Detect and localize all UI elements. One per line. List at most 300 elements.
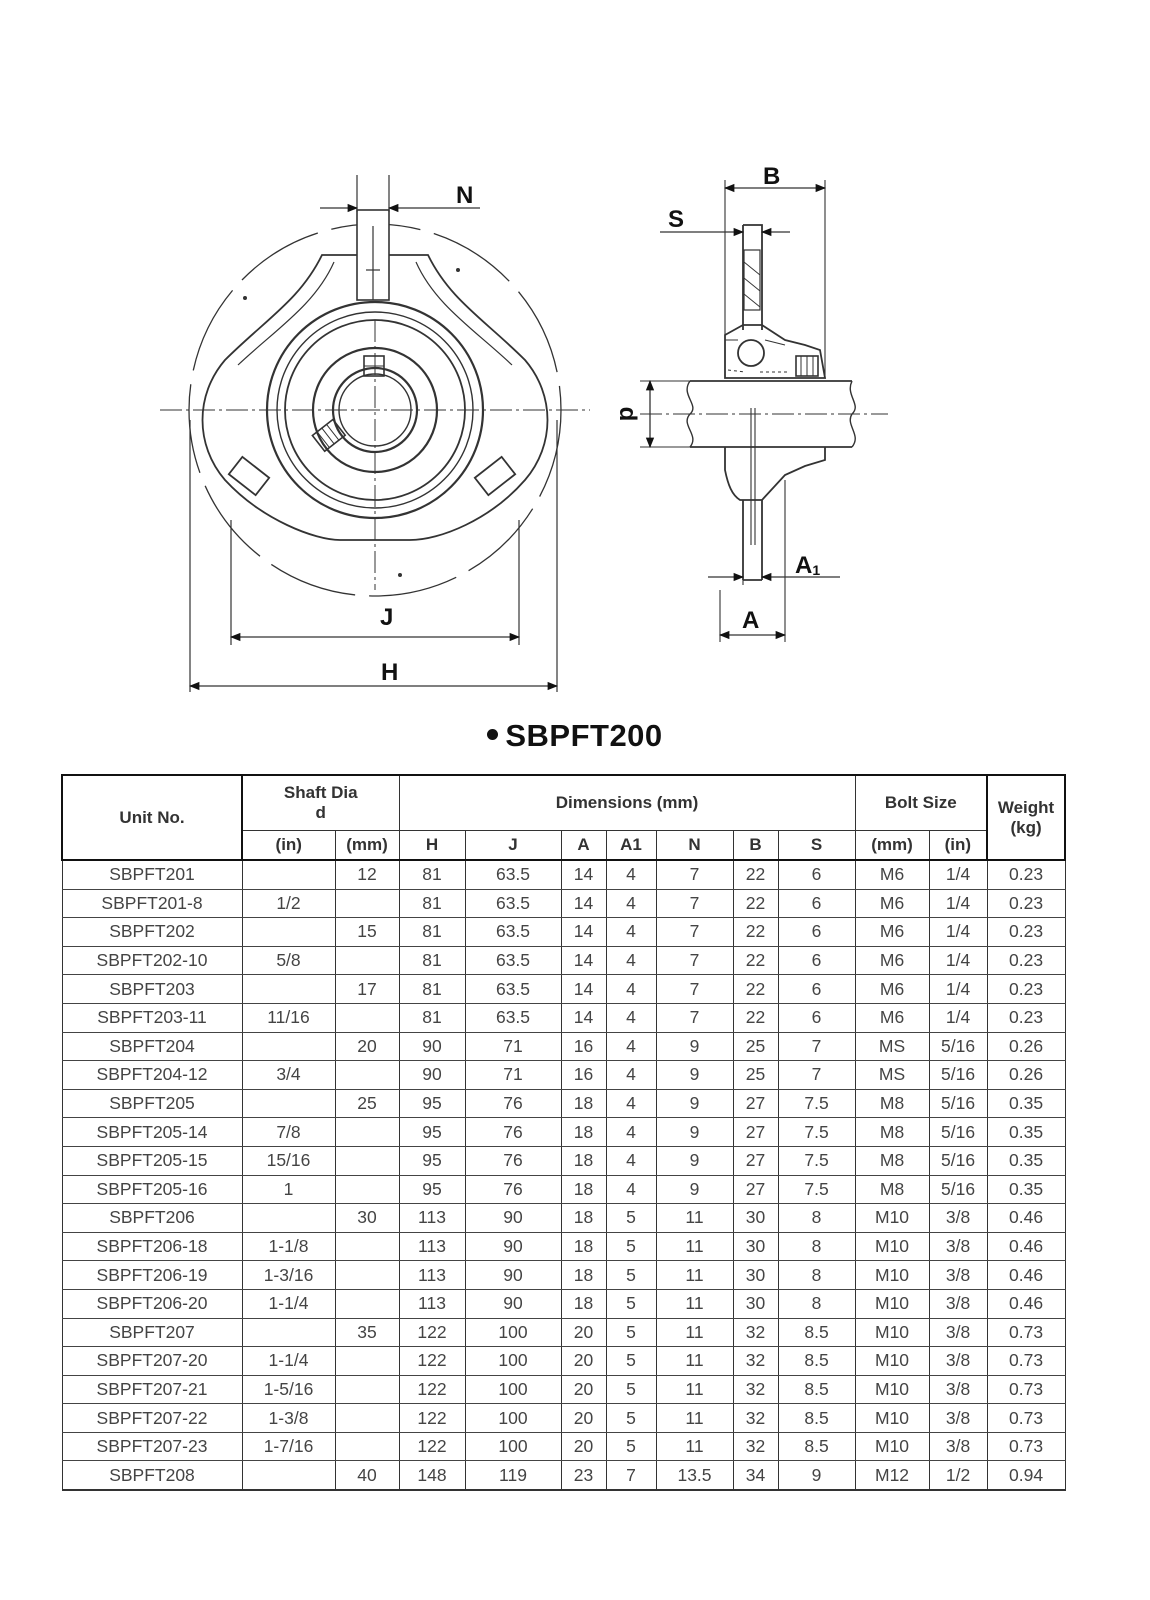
cell-h: 122 bbox=[399, 1318, 465, 1347]
label-h: H bbox=[381, 659, 399, 686]
cell-d-mm bbox=[335, 889, 399, 918]
cell-unit: SBPFT206-19 bbox=[62, 1261, 242, 1290]
cell-weight: 0.26 bbox=[987, 1061, 1065, 1090]
cell-weight: 0.46 bbox=[987, 1289, 1065, 1318]
table-row bbox=[62, 1261, 1065, 1290]
cell-n: 7 bbox=[656, 918, 733, 947]
cell-d-in: 1 bbox=[242, 1175, 335, 1204]
cell-s: 8 bbox=[778, 1232, 855, 1261]
cell-h: 81 bbox=[399, 889, 465, 918]
cell-a: 14 bbox=[561, 889, 606, 918]
cell-h: 81 bbox=[399, 975, 465, 1004]
cell-n: 7 bbox=[656, 946, 733, 975]
cell-weight: 0.35 bbox=[987, 1089, 1065, 1118]
cell-a1: 4 bbox=[606, 1032, 656, 1061]
cell-d-in: 3/4 bbox=[242, 1061, 335, 1090]
cell-n: 11 bbox=[656, 1432, 733, 1461]
cell-h: 90 bbox=[399, 1061, 465, 1090]
housing-section-top bbox=[725, 325, 825, 378]
cell-s: 7.5 bbox=[778, 1175, 855, 1204]
ball bbox=[738, 340, 764, 366]
label-d: d bbox=[614, 406, 641, 422]
cell-d-mm bbox=[335, 1175, 399, 1204]
table-row bbox=[62, 975, 1065, 1004]
cell-d-mm: 17 bbox=[335, 975, 399, 1004]
cell-s: 6 bbox=[778, 946, 855, 975]
header-bolt-in: (in) bbox=[929, 831, 987, 861]
cell-d-in bbox=[242, 1318, 335, 1347]
cell-h: 95 bbox=[399, 1118, 465, 1147]
cell-bolt-in: 3/8 bbox=[929, 1375, 987, 1404]
table-row bbox=[62, 1204, 1065, 1233]
cell-s: 8.5 bbox=[778, 1404, 855, 1433]
cell-d-mm: 25 bbox=[335, 1089, 399, 1118]
cell-bolt-in: 3/8 bbox=[929, 1232, 987, 1261]
cell-b: 34 bbox=[733, 1461, 778, 1490]
table-row bbox=[62, 1003, 1065, 1032]
cell-weight: 0.46 bbox=[987, 1204, 1065, 1233]
header-s: S bbox=[778, 831, 855, 861]
cell-bolt-in: 5/16 bbox=[929, 1061, 987, 1090]
cell-b: 25 bbox=[733, 1032, 778, 1061]
cell-d-mm bbox=[335, 1261, 399, 1290]
header-in: (in) bbox=[242, 831, 335, 861]
cell-a: 14 bbox=[561, 975, 606, 1004]
cell-n: 11 bbox=[656, 1347, 733, 1376]
cell-b: 32 bbox=[733, 1347, 778, 1376]
cell-unit: SBPFT205-16 bbox=[62, 1175, 242, 1204]
cell-a1: 5 bbox=[606, 1347, 656, 1376]
cell-h: 122 bbox=[399, 1404, 465, 1433]
label-a1: A1 bbox=[795, 552, 821, 579]
cell-unit: SBPFT204-12 bbox=[62, 1061, 242, 1090]
cell-d-in bbox=[242, 1089, 335, 1118]
cell-unit: SBPFT207 bbox=[62, 1318, 242, 1347]
cell-n: 11 bbox=[656, 1232, 733, 1261]
cell-b: 22 bbox=[733, 975, 778, 1004]
cell-d-mm bbox=[335, 1061, 399, 1090]
cell-s: 8.5 bbox=[778, 1432, 855, 1461]
cell-d-mm bbox=[335, 1347, 399, 1376]
cell-a: 18 bbox=[561, 1146, 606, 1175]
cell-h: 122 bbox=[399, 1375, 465, 1404]
cell-bolt-in: 3/8 bbox=[929, 1289, 987, 1318]
cell-bolt-in: 1/4 bbox=[929, 860, 987, 889]
cell-weight: 0.23 bbox=[987, 918, 1065, 947]
cell-j: 100 bbox=[465, 1404, 561, 1433]
cell-n: 11 bbox=[656, 1289, 733, 1318]
cell-unit: SBPFT203-11 bbox=[62, 1003, 242, 1032]
cell-a1: 5 bbox=[606, 1318, 656, 1347]
cell-bolt-mm: M10 bbox=[855, 1204, 929, 1233]
cell-unit: SBPFT205-15 bbox=[62, 1146, 242, 1175]
cell-n: 13.5 bbox=[656, 1461, 733, 1490]
cell-j: 90 bbox=[465, 1261, 561, 1290]
cell-a1: 4 bbox=[606, 1061, 656, 1090]
flange-bottom bbox=[743, 500, 762, 580]
cell-bolt-in: 3/8 bbox=[929, 1204, 987, 1233]
header-h: H bbox=[399, 831, 465, 861]
cell-h: 90 bbox=[399, 1032, 465, 1061]
cell-weight: 0.73 bbox=[987, 1404, 1065, 1433]
cell-d-mm bbox=[335, 1289, 399, 1318]
cell-d-in: 1-1/8 bbox=[242, 1232, 335, 1261]
cell-d-mm: 30 bbox=[335, 1204, 399, 1233]
cell-bolt-mm: M6 bbox=[855, 889, 929, 918]
cell-a: 20 bbox=[561, 1318, 606, 1347]
cell-a1: 4 bbox=[606, 889, 656, 918]
cell-b: 22 bbox=[733, 1003, 778, 1032]
cell-d-in bbox=[242, 975, 335, 1004]
cell-d-in bbox=[242, 1204, 335, 1233]
cell-a1: 5 bbox=[606, 1204, 656, 1233]
cell-bolt-mm: M10 bbox=[855, 1404, 929, 1433]
side-view bbox=[640, 180, 888, 642]
cell-a1: 5 bbox=[606, 1404, 656, 1433]
cell-a: 20 bbox=[561, 1347, 606, 1376]
label-b: B bbox=[763, 163, 781, 190]
cell-d-in: 1-7/16 bbox=[242, 1432, 335, 1461]
cell-weight: 0.35 bbox=[987, 1146, 1065, 1175]
bullet-icon bbox=[487, 729, 498, 740]
front-view bbox=[160, 175, 590, 692]
cell-weight: 0.23 bbox=[987, 1003, 1065, 1032]
cell-bolt-mm: M10 bbox=[855, 1375, 929, 1404]
mounting-slot-right bbox=[475, 457, 515, 495]
cell-weight: 0.35 bbox=[987, 1175, 1065, 1204]
cell-a1: 4 bbox=[606, 860, 656, 889]
cell-bolt-in: 3/8 bbox=[929, 1261, 987, 1290]
cell-a1: 4 bbox=[606, 1175, 656, 1204]
cell-d-in: 1/2 bbox=[242, 889, 335, 918]
table-row bbox=[62, 1318, 1065, 1347]
table-row bbox=[62, 860, 1065, 889]
table-row bbox=[62, 1032, 1065, 1061]
cell-a: 20 bbox=[561, 1404, 606, 1433]
cell-a: 14 bbox=[561, 860, 606, 889]
cell-bolt-in: 3/8 bbox=[929, 1318, 987, 1347]
cell-n: 11 bbox=[656, 1404, 733, 1433]
cell-a1: 5 bbox=[606, 1232, 656, 1261]
table-row bbox=[62, 1432, 1065, 1461]
cell-j: 63.5 bbox=[465, 889, 561, 918]
cell-weight: 0.73 bbox=[987, 1375, 1065, 1404]
cell-unit: SBPFT206-18 bbox=[62, 1232, 242, 1261]
cell-bolt-mm: M10 bbox=[855, 1432, 929, 1461]
header-weight: Weight (kg) bbox=[987, 775, 1065, 860]
model-title-text: SBPFT200 bbox=[505, 718, 663, 753]
cell-bolt-mm: M6 bbox=[855, 918, 929, 947]
cell-bolt-mm: M8 bbox=[855, 1118, 929, 1147]
cell-s: 7.5 bbox=[778, 1089, 855, 1118]
cell-a1: 7 bbox=[606, 1461, 656, 1490]
header-dimensions: Dimensions (mm) bbox=[399, 775, 855, 831]
cell-a1: 5 bbox=[606, 1375, 656, 1404]
cell-bolt-mm: M8 bbox=[855, 1089, 929, 1118]
cell-h: 81 bbox=[399, 860, 465, 889]
cell-n: 9 bbox=[656, 1032, 733, 1061]
cell-d-mm bbox=[335, 946, 399, 975]
cell-j: 63.5 bbox=[465, 860, 561, 889]
cell-b: 30 bbox=[733, 1232, 778, 1261]
label-j: J bbox=[380, 604, 394, 631]
cell-bolt-mm: M6 bbox=[855, 1003, 929, 1032]
cell-unit: SBPFT202-10 bbox=[62, 946, 242, 975]
cell-bolt-in: 1/4 bbox=[929, 975, 987, 1004]
cell-bolt-in: 1/4 bbox=[929, 1003, 987, 1032]
cell-b: 27 bbox=[733, 1146, 778, 1175]
technical-drawings bbox=[0, 0, 1150, 720]
cell-d-mm bbox=[335, 1003, 399, 1032]
cell-h: 81 bbox=[399, 918, 465, 947]
cell-bolt-mm: M10 bbox=[855, 1318, 929, 1347]
cell-d-mm bbox=[335, 1404, 399, 1433]
cell-h: 95 bbox=[399, 1089, 465, 1118]
table-row bbox=[62, 1146, 1065, 1175]
cell-s: 8 bbox=[778, 1261, 855, 1290]
cell-unit: SBPFT208 bbox=[62, 1461, 242, 1490]
cell-unit: SBPFT207-20 bbox=[62, 1347, 242, 1376]
cell-s: 8 bbox=[778, 1289, 855, 1318]
cell-weight: 0.73 bbox=[987, 1432, 1065, 1461]
cell-d-in: 11/16 bbox=[242, 1003, 335, 1032]
cell-h: 81 bbox=[399, 1003, 465, 1032]
cell-unit: SBPFT205-14 bbox=[62, 1118, 242, 1147]
cell-a1: 4 bbox=[606, 1003, 656, 1032]
table-row bbox=[62, 1232, 1065, 1261]
cell-d-mm bbox=[335, 1375, 399, 1404]
cell-n: 9 bbox=[656, 1061, 733, 1090]
cell-j: 63.5 bbox=[465, 1003, 561, 1032]
cell-weight: 0.23 bbox=[987, 860, 1065, 889]
cell-bolt-in: 1/4 bbox=[929, 918, 987, 947]
cell-a: 18 bbox=[561, 1204, 606, 1233]
header-unit-no: Unit No. bbox=[62, 775, 242, 860]
cell-unit: SBPFT206 bbox=[62, 1204, 242, 1233]
header-mm: (mm) bbox=[335, 831, 399, 861]
cell-b: 32 bbox=[733, 1318, 778, 1347]
cell-weight: 0.94 bbox=[987, 1461, 1065, 1490]
table-row bbox=[62, 1289, 1065, 1318]
cell-j: 100 bbox=[465, 1375, 561, 1404]
cell-unit: SBPFT202 bbox=[62, 918, 242, 947]
cell-a: 14 bbox=[561, 1003, 606, 1032]
table-row bbox=[62, 1404, 1065, 1433]
cell-s: 6 bbox=[778, 860, 855, 889]
cell-s: 6 bbox=[778, 1003, 855, 1032]
cell-s: 8 bbox=[778, 1204, 855, 1233]
cell-a: 14 bbox=[561, 918, 606, 947]
cell-a: 18 bbox=[561, 1289, 606, 1318]
cell-j: 90 bbox=[465, 1232, 561, 1261]
cell-b: 30 bbox=[733, 1289, 778, 1318]
cell-n: 11 bbox=[656, 1261, 733, 1290]
header-a1: A1 bbox=[606, 831, 656, 861]
cell-n: 11 bbox=[656, 1318, 733, 1347]
cell-a: 18 bbox=[561, 1232, 606, 1261]
cell-n: 7 bbox=[656, 860, 733, 889]
cell-b: 32 bbox=[733, 1375, 778, 1404]
header-a: A bbox=[561, 831, 606, 861]
cell-bolt-mm: M6 bbox=[855, 975, 929, 1004]
cell-unit: SBPFT207-22 bbox=[62, 1404, 242, 1433]
cell-s: 8.5 bbox=[778, 1318, 855, 1347]
cell-a1: 4 bbox=[606, 918, 656, 947]
cell-a: 18 bbox=[561, 1089, 606, 1118]
cell-n: 9 bbox=[656, 1175, 733, 1204]
cell-a: 16 bbox=[561, 1032, 606, 1061]
cell-weight: 0.23 bbox=[987, 889, 1065, 918]
cell-a: 18 bbox=[561, 1175, 606, 1204]
cell-bolt-mm: M6 bbox=[855, 946, 929, 975]
cell-n: 7 bbox=[656, 1003, 733, 1032]
cell-unit: SBPFT204 bbox=[62, 1032, 242, 1061]
cell-b: 22 bbox=[733, 860, 778, 889]
cell-unit: SBPFT206-20 bbox=[62, 1289, 242, 1318]
cell-weight: 0.46 bbox=[987, 1232, 1065, 1261]
cell-b: 27 bbox=[733, 1118, 778, 1147]
cell-bolt-in: 5/16 bbox=[929, 1032, 987, 1061]
cell-bolt-in: 3/8 bbox=[929, 1432, 987, 1461]
cell-a: 18 bbox=[561, 1118, 606, 1147]
cell-weight: 0.73 bbox=[987, 1347, 1065, 1376]
cell-n: 7 bbox=[656, 975, 733, 1004]
cell-bolt-in: 5/16 bbox=[929, 1089, 987, 1118]
cell-s: 6 bbox=[778, 975, 855, 1004]
cell-b: 32 bbox=[733, 1432, 778, 1461]
table-row bbox=[62, 1118, 1065, 1147]
cell-d-mm bbox=[335, 1432, 399, 1461]
cell-bolt-in: 5/16 bbox=[929, 1146, 987, 1175]
cell-a: 18 bbox=[561, 1261, 606, 1290]
cell-a1: 5 bbox=[606, 1432, 656, 1461]
cell-bolt-in: 5/16 bbox=[929, 1118, 987, 1147]
model-title bbox=[0, 718, 1150, 754]
cell-unit: SBPFT207-21 bbox=[62, 1375, 242, 1404]
cell-j: 76 bbox=[465, 1118, 561, 1147]
cell-s: 7.5 bbox=[778, 1146, 855, 1175]
cell-bolt-in: 1/2 bbox=[929, 1461, 987, 1490]
cell-h: 95 bbox=[399, 1175, 465, 1204]
cell-s: 6 bbox=[778, 889, 855, 918]
header-n: N bbox=[656, 831, 733, 861]
cell-weight: 0.35 bbox=[987, 1118, 1065, 1147]
cell-bolt-mm: M12 bbox=[855, 1461, 929, 1490]
cell-n: 11 bbox=[656, 1204, 733, 1233]
cell-bolt-in: 1/4 bbox=[929, 889, 987, 918]
cell-s: 9 bbox=[778, 1461, 855, 1490]
cell-j: 63.5 bbox=[465, 975, 561, 1004]
cell-j: 63.5 bbox=[465, 918, 561, 947]
cell-b: 27 bbox=[733, 1089, 778, 1118]
label-s: S bbox=[668, 206, 685, 233]
header-j: J bbox=[465, 831, 561, 861]
cell-b: 30 bbox=[733, 1261, 778, 1290]
table-row bbox=[62, 1375, 1065, 1404]
cell-a: 23 bbox=[561, 1461, 606, 1490]
cell-d-in: 15/16 bbox=[242, 1146, 335, 1175]
cell-d-in bbox=[242, 1032, 335, 1061]
cell-s: 7.5 bbox=[778, 1118, 855, 1147]
cell-h: 113 bbox=[399, 1261, 465, 1290]
cell-a: 16 bbox=[561, 1061, 606, 1090]
cell-d-in: 1-1/4 bbox=[242, 1289, 335, 1318]
cell-bolt-mm: MS bbox=[855, 1061, 929, 1090]
cell-j: 76 bbox=[465, 1089, 561, 1118]
header-bolt-mm: (mm) bbox=[855, 831, 929, 861]
cell-a1: 4 bbox=[606, 1089, 656, 1118]
cell-d-mm: 40 bbox=[335, 1461, 399, 1490]
cell-s: 7 bbox=[778, 1032, 855, 1061]
cell-b: 22 bbox=[733, 918, 778, 947]
cell-j: 100 bbox=[465, 1318, 561, 1347]
cell-bolt-mm: M8 bbox=[855, 1146, 929, 1175]
cell-j: 63.5 bbox=[465, 946, 561, 975]
table-body bbox=[62, 860, 1065, 1490]
cell-d-mm: 15 bbox=[335, 918, 399, 947]
cell-bolt-in: 5/16 bbox=[929, 1175, 987, 1204]
cell-bolt-in: 1/4 bbox=[929, 946, 987, 975]
cell-d-in: 1-3/16 bbox=[242, 1261, 335, 1290]
cell-b: 25 bbox=[733, 1061, 778, 1090]
drawing-canvas bbox=[0, 0, 1150, 720]
cell-unit: SBPFT207-23 bbox=[62, 1432, 242, 1461]
cell-b: 22 bbox=[733, 889, 778, 918]
cell-j: 90 bbox=[465, 1204, 561, 1233]
cell-a1: 4 bbox=[606, 1146, 656, 1175]
cell-b: 30 bbox=[733, 1204, 778, 1233]
cell-unit: SBPFT203 bbox=[62, 975, 242, 1004]
cell-d-in bbox=[242, 860, 335, 889]
cell-b: 32 bbox=[733, 1404, 778, 1433]
cell-j: 100 bbox=[465, 1432, 561, 1461]
cell-a1: 4 bbox=[606, 975, 656, 1004]
cell-s: 8.5 bbox=[778, 1347, 855, 1376]
table-row bbox=[62, 1089, 1065, 1118]
cell-d-mm: 35 bbox=[335, 1318, 399, 1347]
cell-bolt-mm: MS bbox=[855, 1032, 929, 1061]
cell-j: 71 bbox=[465, 1032, 561, 1061]
cell-bolt-mm: M10 bbox=[855, 1347, 929, 1376]
cell-d-in: 1-3/8 bbox=[242, 1404, 335, 1433]
header-bolt-size: Bolt Size bbox=[855, 775, 987, 831]
cell-a1: 4 bbox=[606, 946, 656, 975]
table-row bbox=[62, 1175, 1065, 1204]
cell-h: 81 bbox=[399, 946, 465, 975]
header-shaft-dia: Shaft Dia d bbox=[242, 775, 399, 831]
cell-unit: SBPFT201 bbox=[62, 860, 242, 889]
cell-s: 6 bbox=[778, 918, 855, 947]
cell-d-in: 7/8 bbox=[242, 1118, 335, 1147]
table-row bbox=[62, 1461, 1065, 1490]
cell-n: 11 bbox=[656, 1375, 733, 1404]
cell-d-mm bbox=[335, 1118, 399, 1147]
cell-a1: 5 bbox=[606, 1289, 656, 1318]
table-row bbox=[62, 1347, 1065, 1376]
cell-a: 20 bbox=[561, 1432, 606, 1461]
cell-h: 95 bbox=[399, 1146, 465, 1175]
cell-a: 20 bbox=[561, 1375, 606, 1404]
cell-weight: 0.23 bbox=[987, 975, 1065, 1004]
cell-n: 9 bbox=[656, 1089, 733, 1118]
header-b: B bbox=[733, 831, 778, 861]
specification-table bbox=[61, 774, 1066, 1491]
table-row bbox=[62, 889, 1065, 918]
cell-h: 113 bbox=[399, 1289, 465, 1318]
cell-bolt-in: 3/8 bbox=[929, 1347, 987, 1376]
cell-d-in: 5/8 bbox=[242, 946, 335, 975]
cell-bolt-mm: M10 bbox=[855, 1232, 929, 1261]
